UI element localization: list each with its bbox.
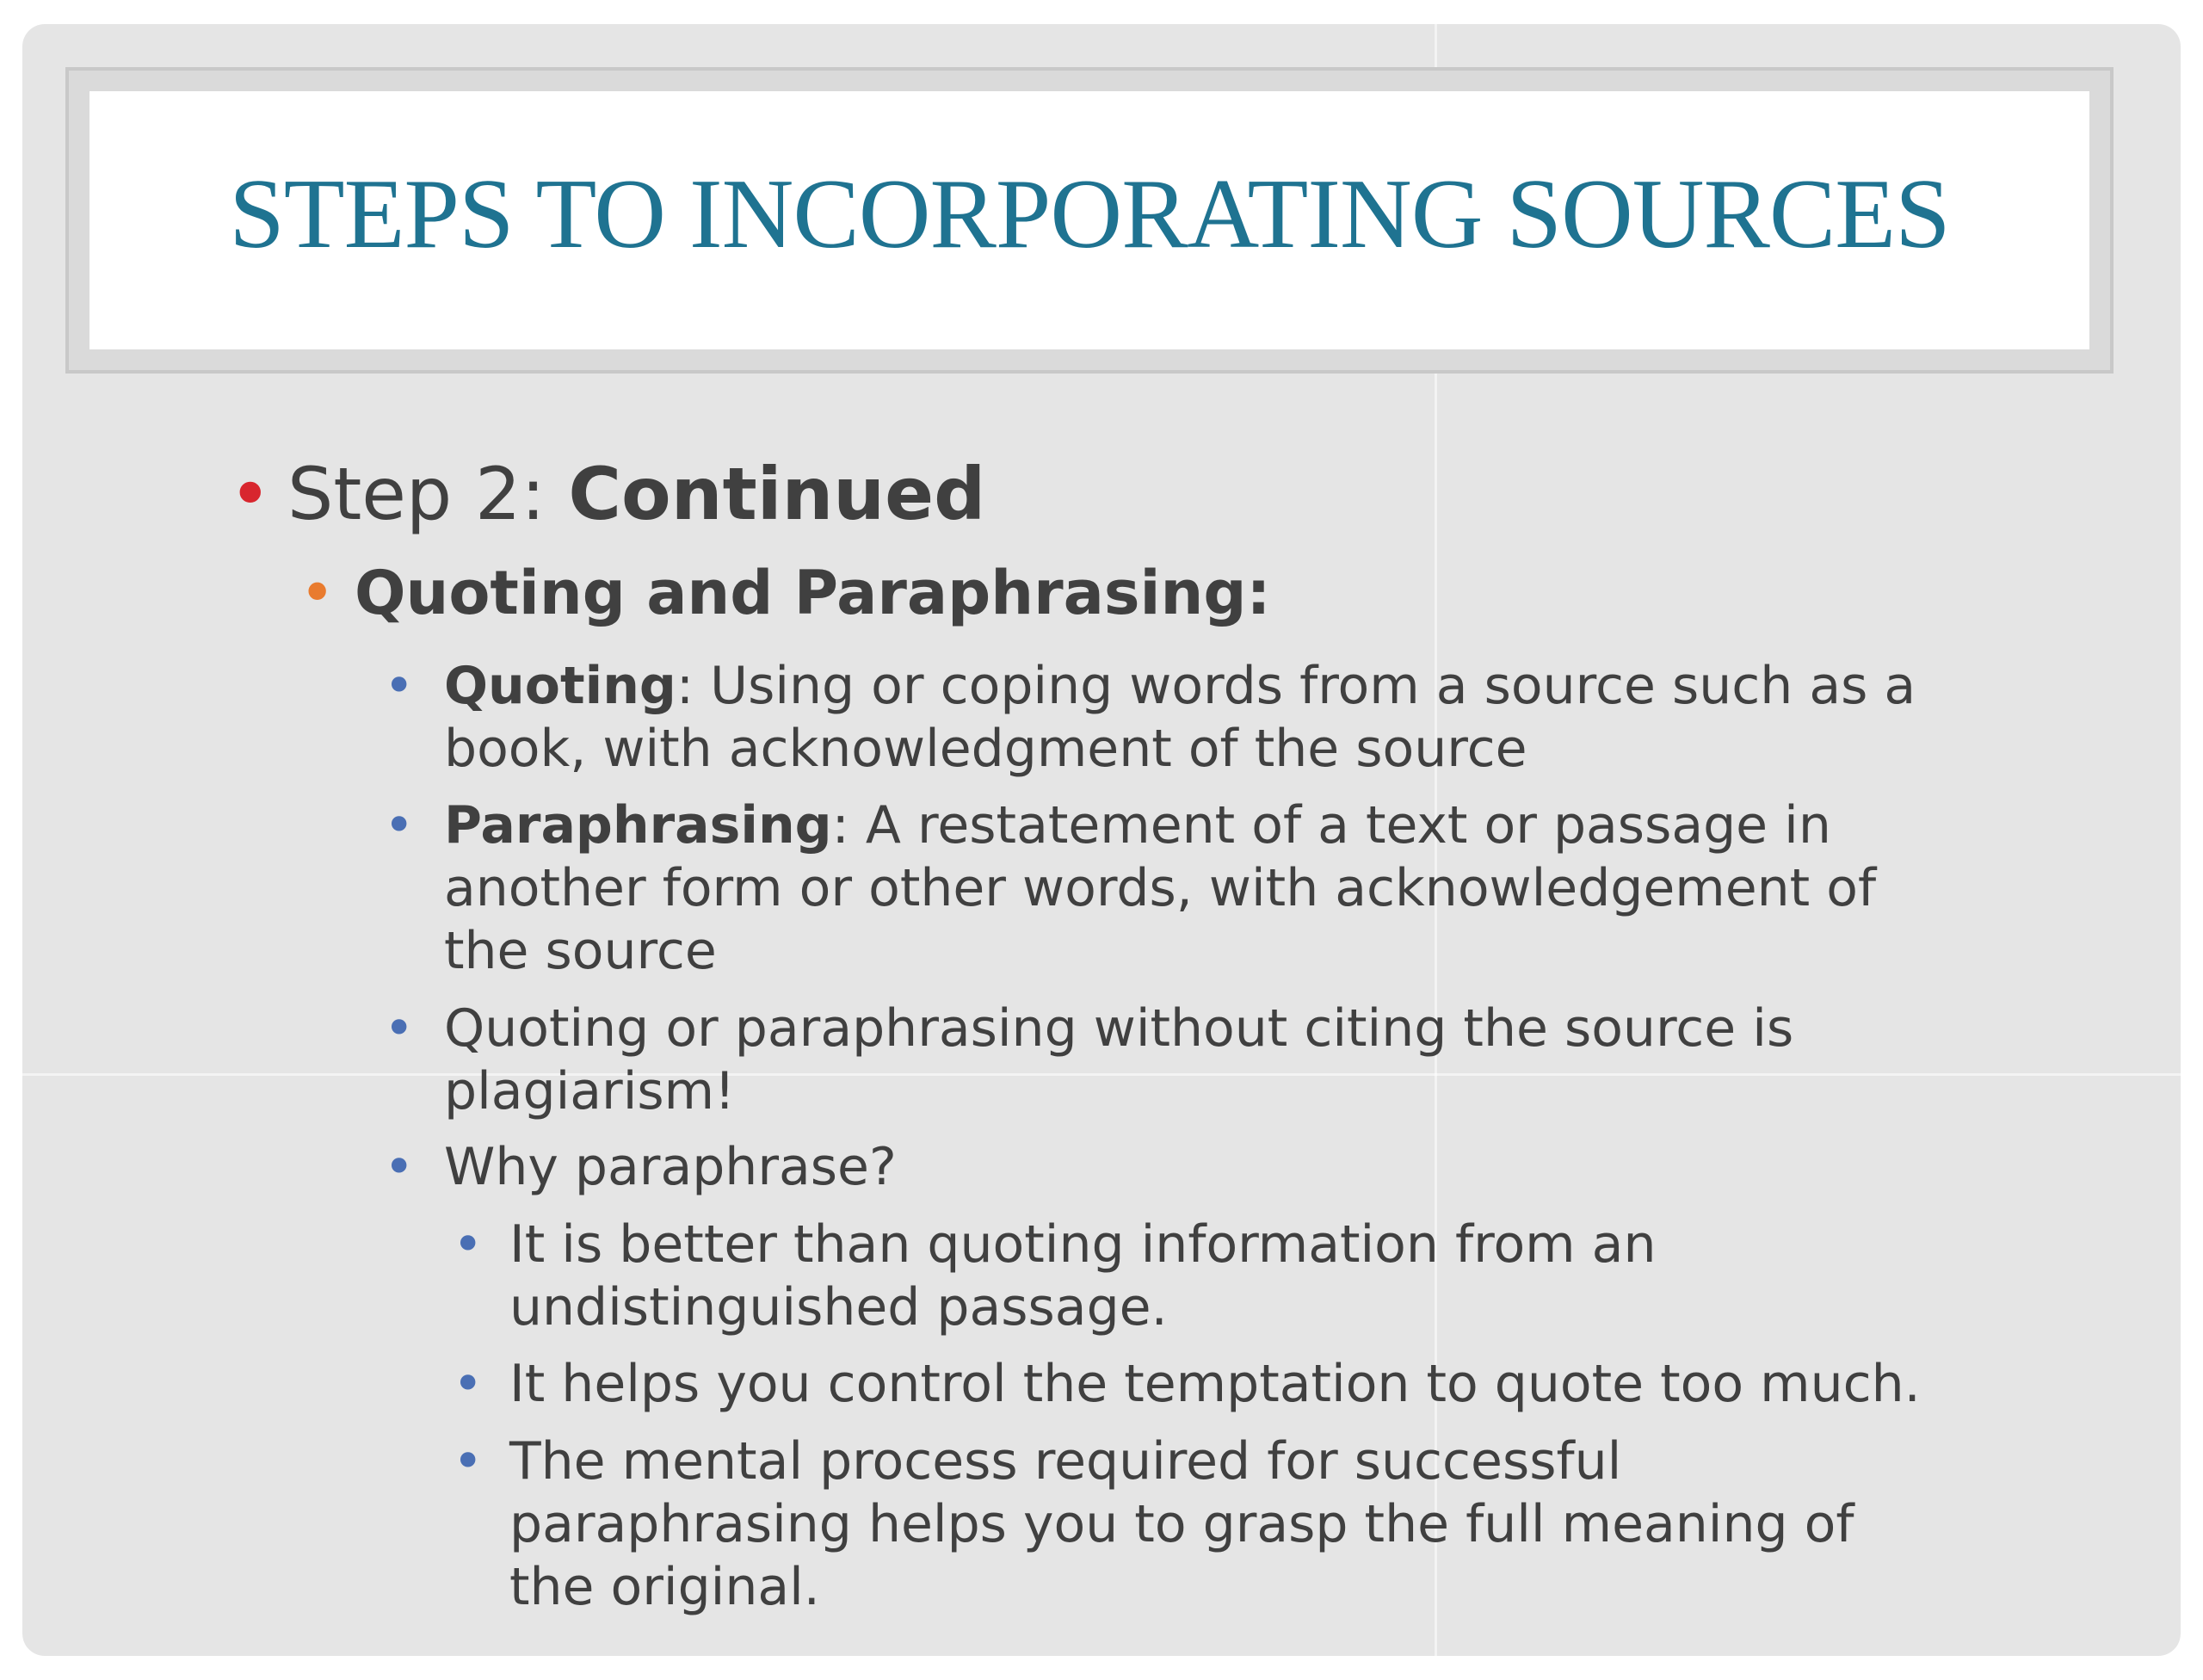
term-quoting: Quoting	[444, 656, 676, 716]
reason-1-line2: undistinguished passage.	[509, 1277, 1168, 1337]
definition-quoting-line2: book, with acknowledgment of the source	[444, 719, 1527, 779]
slide	[22, 24, 2181, 1656]
bullet-level4: •	[453, 1214, 484, 1275]
reason-3-line1: The mental process required for successful	[509, 1431, 1622, 1492]
definition-quoting-line1: Quoting: Using or coping words from a source such as a	[444, 656, 1916, 716]
reason-2-line1: It helps you control the temptation to quote too much.	[509, 1354, 1921, 1414]
subheading: Quoting and Paraphrasing:	[355, 558, 1271, 628]
slide-body	[22, 24, 2181, 1656]
warning-line1: Quoting or paraphrasing without citing the source is	[444, 998, 1794, 1059]
bullet-level3: •	[384, 998, 415, 1059]
why-paraphrase: Why paraphrase?	[444, 1137, 897, 1197]
bullet-level3: •	[384, 1137, 415, 1197]
bullet-level1: •	[229, 452, 272, 536]
definition-paraphrasing-line3: the source	[444, 921, 717, 981]
slide-title: STEPS TO INCORPORATING SOURCES	[229, 158, 1950, 269]
bullet-level2: •	[299, 558, 336, 628]
step-heading	[287, 451, 985, 537]
bullet-level4: •	[453, 1354, 484, 1414]
definition-paraphrasing-line2: another form or other words, with acknowledgement of	[444, 858, 1877, 918]
bullet-level4: •	[453, 1431, 484, 1492]
reason-1-line1: It is better than quoting information from an	[509, 1214, 1657, 1275]
term-paraphrasing: Paraphrasing	[444, 795, 832, 855]
definition-paraphrasing-line1: Paraphrasing: A restatement of a text or passage in	[444, 795, 1831, 855]
reason-3-line3: the original.	[509, 1557, 820, 1617]
reason-3-line2: paraphrasing helps you to grasp the full meaning of	[509, 1494, 1854, 1554]
bullet-level3: •	[384, 656, 415, 716]
step-emphasis: Continued	[568, 452, 986, 536]
bullet-level3: •	[384, 795, 415, 855]
warning-line2: plagiarism!	[444, 1061, 736, 1121]
step-prefix: Step 2:	[287, 452, 569, 536]
